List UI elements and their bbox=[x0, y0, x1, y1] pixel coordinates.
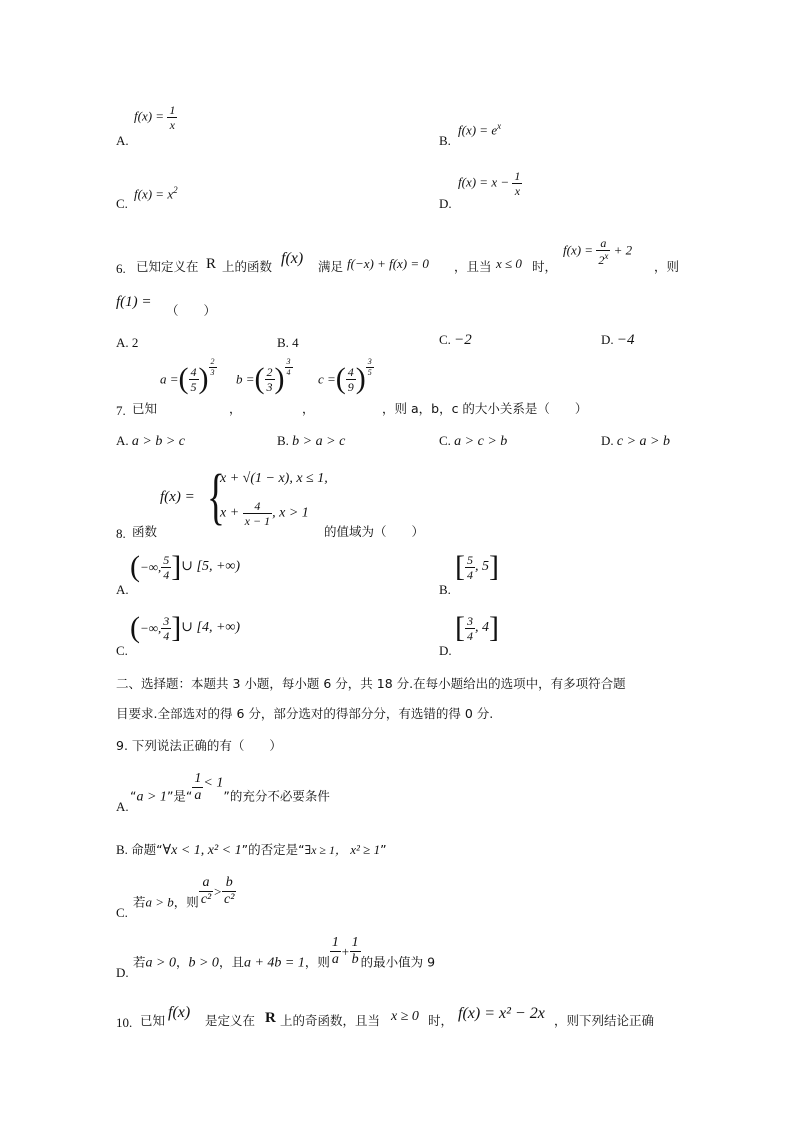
q8-number: 8. bbox=[116, 526, 126, 541]
q8-d-fraction bbox=[465, 615, 475, 642]
q9-a-lt: < 1 bbox=[203, 775, 224, 791]
q8-case2-pre: x + bbox=[220, 505, 240, 521]
q9-d-num-1: 1 bbox=[331, 935, 339, 950]
q6-def-plus: + 2 bbox=[613, 242, 633, 258]
q8-b-lbracket: [ bbox=[455, 550, 465, 583]
q9-a-quote-open: “ bbox=[130, 788, 137, 804]
q8-option-d-label: D. bbox=[439, 643, 452, 658]
q6-def-fraction bbox=[596, 237, 610, 266]
q7-option-a-value: a > b > c bbox=[131, 434, 185, 449]
q10-text-2: 是定义在 bbox=[205, 1013, 256, 1028]
q9-d-cond-a: a > 0 bbox=[145, 955, 176, 971]
q6-option-d bbox=[601, 333, 635, 348]
q7-comma-2: ， bbox=[302, 401, 315, 416]
q8-b-fraction bbox=[465, 554, 475, 581]
q7-option-b bbox=[277, 434, 345, 449]
q6-option-d-label: D. bbox=[601, 332, 614, 347]
q6-option-c-value: −2 bbox=[454, 332, 472, 348]
q6-text-6: ，则 bbox=[654, 259, 680, 274]
q5-b-lhs: f(x) = e bbox=[458, 122, 498, 138]
q8-option-a-formula bbox=[130, 552, 240, 582]
q6-option-b bbox=[277, 336, 299, 349]
q10-text-5: ，则下列结论正确 bbox=[554, 1013, 655, 1028]
q6-option-a-label: A. bbox=[116, 335, 129, 350]
q9-d-text-5: 的最小值为 9 bbox=[360, 954, 436, 970]
q9-option-b bbox=[116, 843, 387, 858]
q9-a-text-1: ”是“ bbox=[166, 788, 193, 804]
q9-d-cond-b: b > 0 bbox=[188, 955, 219, 971]
q5-a-den: x bbox=[169, 118, 175, 132]
q8-d-post: , 4 bbox=[475, 620, 489, 635]
q9-b-text-1: 命题“ bbox=[131, 842, 163, 857]
q5-option-c-formula bbox=[134, 186, 178, 200]
q10-text-3: 上的奇函数，且当 bbox=[280, 1013, 381, 1028]
q9-d-text-1: 若 bbox=[133, 954, 146, 970]
q8-b-rbracket: ] bbox=[489, 550, 499, 583]
q7-option-b-label: B. bbox=[277, 433, 289, 448]
q9-d-text-3: ，且 bbox=[218, 954, 244, 970]
q6-answer-paren: （ ） bbox=[166, 303, 217, 318]
q9-c-fraction-1 bbox=[199, 876, 213, 907]
q7-option-b-value: b > a > c bbox=[292, 434, 346, 449]
q6-number: 6. bbox=[116, 261, 126, 276]
q10-definition: f(x) = x² − 2x bbox=[458, 1005, 545, 1022]
q7-c-den: 9 bbox=[347, 379, 354, 394]
q8-case-1: x + √(1 − x), x ≤ 1, bbox=[220, 471, 328, 486]
q8-d-lbracket: [ bbox=[455, 611, 465, 644]
q5-option-c-label: C. bbox=[116, 196, 128, 211]
q8-case2-num: 4 bbox=[243, 500, 272, 514]
q9-c-cond: a > b bbox=[145, 894, 174, 910]
q9-d-num-2: 1 bbox=[351, 935, 359, 950]
q7-a-exp-den: 3 bbox=[210, 368, 215, 377]
q6-text-4: ，且当 bbox=[454, 259, 492, 274]
q5-d-den: x bbox=[514, 184, 521, 198]
q7-a-lparen: ( bbox=[178, 362, 189, 395]
q8-b-den: 4 bbox=[467, 567, 473, 582]
q9-c-gt: > bbox=[213, 884, 223, 899]
q9-c-den-1: c² bbox=[200, 892, 212, 907]
q10-text-1: 已知 bbox=[140, 1013, 166, 1028]
q7-b-lhs: b = bbox=[236, 371, 255, 387]
q7-b-num: 2 bbox=[266, 364, 273, 379]
q5-option-a-label: A. bbox=[116, 133, 129, 148]
q7-text-2: ，则 a，b，c 的大小关系是（ ） bbox=[382, 401, 588, 416]
q7-c-lparen: ( bbox=[335, 362, 346, 395]
q9-d-fraction-2 bbox=[350, 936, 361, 967]
q9-b-text-2: ”的否定是“ bbox=[241, 842, 305, 857]
q7-a-lhs: a = bbox=[160, 371, 179, 387]
q8-option-d-formula bbox=[455, 613, 499, 643]
q8-a-pre: −∞, bbox=[140, 559, 162, 575]
q9-b-negation-1: ∃x ≥ 1， bbox=[304, 843, 348, 857]
q6-option-a-value: 2 bbox=[131, 335, 139, 350]
q7-b-fraction bbox=[265, 366, 275, 393]
q9-b-negation-2: x² ≥ 1 bbox=[350, 842, 381, 857]
q8-a-fraction bbox=[161, 554, 171, 581]
q9-option-b-label: B. bbox=[116, 842, 128, 857]
q7-option-d-label: D. bbox=[601, 433, 614, 448]
q8-option-b-formula bbox=[455, 552, 499, 582]
q9-option-a-label: A. bbox=[116, 799, 129, 814]
q7-option-a bbox=[116, 434, 185, 449]
q8-c-den: 4 bbox=[163, 628, 170, 643]
q9-c-fraction-2 bbox=[222, 876, 236, 907]
q9-a-text-2: ”的充分不必要条件 bbox=[223, 788, 330, 804]
q8-option-b-label: B. bbox=[439, 582, 451, 597]
q8-b-num: 5 bbox=[467, 552, 473, 567]
q8-d-rbracket: ] bbox=[489, 611, 499, 644]
q5-option-a-formula bbox=[134, 104, 177, 131]
q5-d-num: 1 bbox=[514, 169, 521, 183]
q7-c-fraction bbox=[346, 366, 356, 393]
q5-option-b-label: B. bbox=[439, 133, 451, 148]
q7-b-exp-num: 3 bbox=[286, 357, 291, 366]
q7-a-fraction bbox=[189, 366, 199, 393]
q9-a-fraction bbox=[192, 772, 203, 803]
q7-a-num: 4 bbox=[190, 364, 197, 379]
q6-text-1: 已知定义在 bbox=[136, 259, 199, 274]
q9-d-plus: + bbox=[340, 944, 350, 959]
q5-a-num: 1 bbox=[169, 103, 176, 117]
q8-d-den: 4 bbox=[467, 628, 473, 643]
q9-a-cond: a > 1 bbox=[136, 789, 167, 805]
q7-b-exponent bbox=[285, 358, 293, 377]
q7-option-c bbox=[439, 434, 507, 449]
q10-x-ge-0: x ≥ 0 bbox=[391, 1009, 419, 1024]
q9-c-num-2: b bbox=[222, 876, 236, 892]
q9-a-den: a bbox=[194, 788, 202, 803]
q6-def-lhs: f(x) = bbox=[563, 242, 594, 258]
q7-b-exp-den: 4 bbox=[286, 368, 291, 377]
q8-c-rbracket: ] bbox=[171, 611, 182, 644]
q8-a-den: 4 bbox=[163, 567, 170, 582]
q7-number: 7. bbox=[116, 403, 126, 418]
q8-c-num: 3 bbox=[163, 613, 170, 628]
q7-c-exp-num: 3 bbox=[367, 357, 372, 366]
q9-option-d-content bbox=[133, 936, 435, 970]
q8-a-num: 5 bbox=[163, 552, 170, 567]
q6-def-den-exp: x bbox=[604, 251, 609, 261]
q7-c-num: 4 bbox=[347, 364, 354, 379]
q6-def-num: a bbox=[596, 237, 610, 251]
q8-text-2: 的值域为（ ） bbox=[324, 524, 425, 539]
q7-c-exp-den: 5 bbox=[367, 368, 372, 377]
q10-text-4: 时， bbox=[428, 1013, 454, 1028]
q9-title: 9. 下列说法正确的有（ ） bbox=[116, 738, 282, 753]
q7-c-rparen: ) bbox=[355, 362, 366, 395]
q6-option-b-label: B. bbox=[277, 335, 289, 350]
q8-option-a-label: A. bbox=[116, 582, 129, 597]
q6-condition: f(−x) + f(x) = 0 bbox=[347, 256, 429, 271]
q5-d-fraction bbox=[512, 170, 522, 197]
q5-b-exp: x bbox=[497, 121, 502, 131]
q9-c-den-2: c² bbox=[224, 892, 235, 907]
q7-a-def bbox=[160, 357, 217, 395]
q8-a-post: ∪ [5, +∞) bbox=[181, 559, 241, 574]
q7-c-lhs: c = bbox=[318, 371, 336, 387]
q6-text-3: 满足 bbox=[318, 259, 344, 274]
q8-d-num: 3 bbox=[467, 613, 473, 628]
q9-d-den-2: b bbox=[351, 952, 359, 967]
q9-option-d-label: D. bbox=[116, 965, 129, 980]
q9-c-text-2: ，则 bbox=[173, 894, 199, 910]
q6-option-c-label: C. bbox=[439, 332, 451, 347]
q9-b-quote-close: ” bbox=[380, 842, 387, 857]
q9-option-a-content bbox=[130, 772, 330, 804]
q8-c-fraction bbox=[161, 615, 171, 642]
q7-option-c-value: a > c > b bbox=[454, 434, 508, 449]
q5-c-exp: 2 bbox=[173, 185, 178, 195]
q6-option-b-value: 4 bbox=[292, 335, 299, 350]
q7-comma-1: ， bbox=[229, 401, 242, 416]
q7-a-exponent bbox=[209, 358, 217, 377]
q5-option-d-formula bbox=[458, 170, 522, 197]
q6-f1: f(1) = bbox=[116, 294, 152, 310]
q7-option-d-value: c > a > b bbox=[616, 434, 670, 449]
q8-case2-post: , x > 1 bbox=[272, 505, 309, 521]
q7-b-den: 3 bbox=[266, 379, 273, 394]
q9-d-text-4: ，则 bbox=[304, 954, 330, 970]
q6-text-2: 上的函数 bbox=[222, 259, 273, 274]
q8-case2-fraction bbox=[243, 500, 272, 527]
q10-fx: f(x) bbox=[168, 1004, 191, 1021]
q9-b-statement: ∀x < 1, x² < 1 bbox=[162, 843, 242, 858]
q7-a-exp-num: 2 bbox=[210, 357, 215, 366]
q6-definition bbox=[563, 237, 632, 266]
q10-set-r: R bbox=[265, 1010, 276, 1026]
section2-instructions-line2: 目要求.全部选对的得 6 分，部分选对的得部分分，有选错的得 0 分. bbox=[116, 706, 494, 721]
q8-brace: { bbox=[207, 463, 225, 531]
q7-option-c-label: C. bbox=[439, 433, 451, 448]
q6-option-c bbox=[439, 333, 472, 348]
q5-c-lhs: f(x) = x bbox=[134, 186, 174, 202]
q9-d-fraction-1 bbox=[330, 936, 341, 967]
q6-def-den bbox=[596, 251, 610, 266]
q7-a-rparen: ) bbox=[198, 362, 209, 395]
q8-a-rbracket: ] bbox=[171, 550, 182, 583]
q9-option-c-content bbox=[133, 876, 236, 909]
q7-b-def bbox=[236, 357, 293, 395]
q7-c-def bbox=[318, 357, 374, 395]
q5-a-fraction bbox=[167, 104, 177, 131]
q5-option-b-formula bbox=[458, 122, 501, 136]
q8-case2-den: x − 1 bbox=[244, 514, 271, 528]
q9-d-constraint: a + 4b = 1 bbox=[243, 955, 305, 971]
q8-case-2 bbox=[220, 500, 309, 527]
q5-option-d-label: D. bbox=[439, 196, 452, 211]
q6-text-5: 时， bbox=[532, 259, 558, 274]
q6-option-d-value: −4 bbox=[616, 332, 635, 348]
section2-instructions-line1: 二、选择题：本题共 3 小题，每小题 6 分，共 18 分.在每小题给出的选项中，有多项符合题 bbox=[116, 676, 626, 691]
q8-a-lparen: ( bbox=[130, 550, 140, 583]
q6-set-r: R bbox=[206, 256, 217, 272]
q7-option-d bbox=[601, 434, 670, 449]
q8-c-pre: −∞, bbox=[140, 620, 162, 636]
q7-option-a-label: A. bbox=[116, 433, 129, 448]
q7-text-1: 已知 bbox=[132, 401, 158, 416]
q7-a-den: 5 bbox=[190, 379, 197, 394]
q8-lhs: f(x) = bbox=[160, 489, 195, 505]
q7-b-lparen: ( bbox=[254, 362, 265, 395]
q6-def-den-base: 2 bbox=[598, 253, 605, 267]
q7-c-exponent bbox=[366, 358, 374, 377]
q5-a-lhs: f(x) = bbox=[134, 108, 165, 124]
q8-option-c-label: C. bbox=[116, 643, 128, 658]
q9-option-c-label: C. bbox=[116, 905, 128, 920]
q6-option-a bbox=[116, 336, 138, 349]
q5-d-lhs: f(x) = x − bbox=[458, 174, 510, 190]
q9-d-den-1: a bbox=[331, 952, 339, 967]
q9-c-num-1: a bbox=[199, 876, 213, 892]
q6-x-le-0: x ≤ 0 bbox=[496, 256, 522, 271]
q9-a-num: 1 bbox=[194, 771, 202, 786]
q8-c-lparen: ( bbox=[130, 611, 140, 644]
q7-b-rparen: ) bbox=[274, 362, 285, 395]
q8-option-c-formula bbox=[130, 613, 240, 643]
q6-fx: f(x) bbox=[281, 250, 304, 267]
q9-d-text-2: ， bbox=[175, 954, 189, 970]
q8-b-post: , 5 bbox=[475, 559, 489, 574]
q8-text-1: 函数 bbox=[132, 524, 158, 539]
q9-c-text-1: 若 bbox=[133, 894, 146, 910]
q8-c-post: ∪ [4, +∞) bbox=[181, 620, 241, 635]
q10-number: 10. bbox=[116, 1015, 133, 1030]
